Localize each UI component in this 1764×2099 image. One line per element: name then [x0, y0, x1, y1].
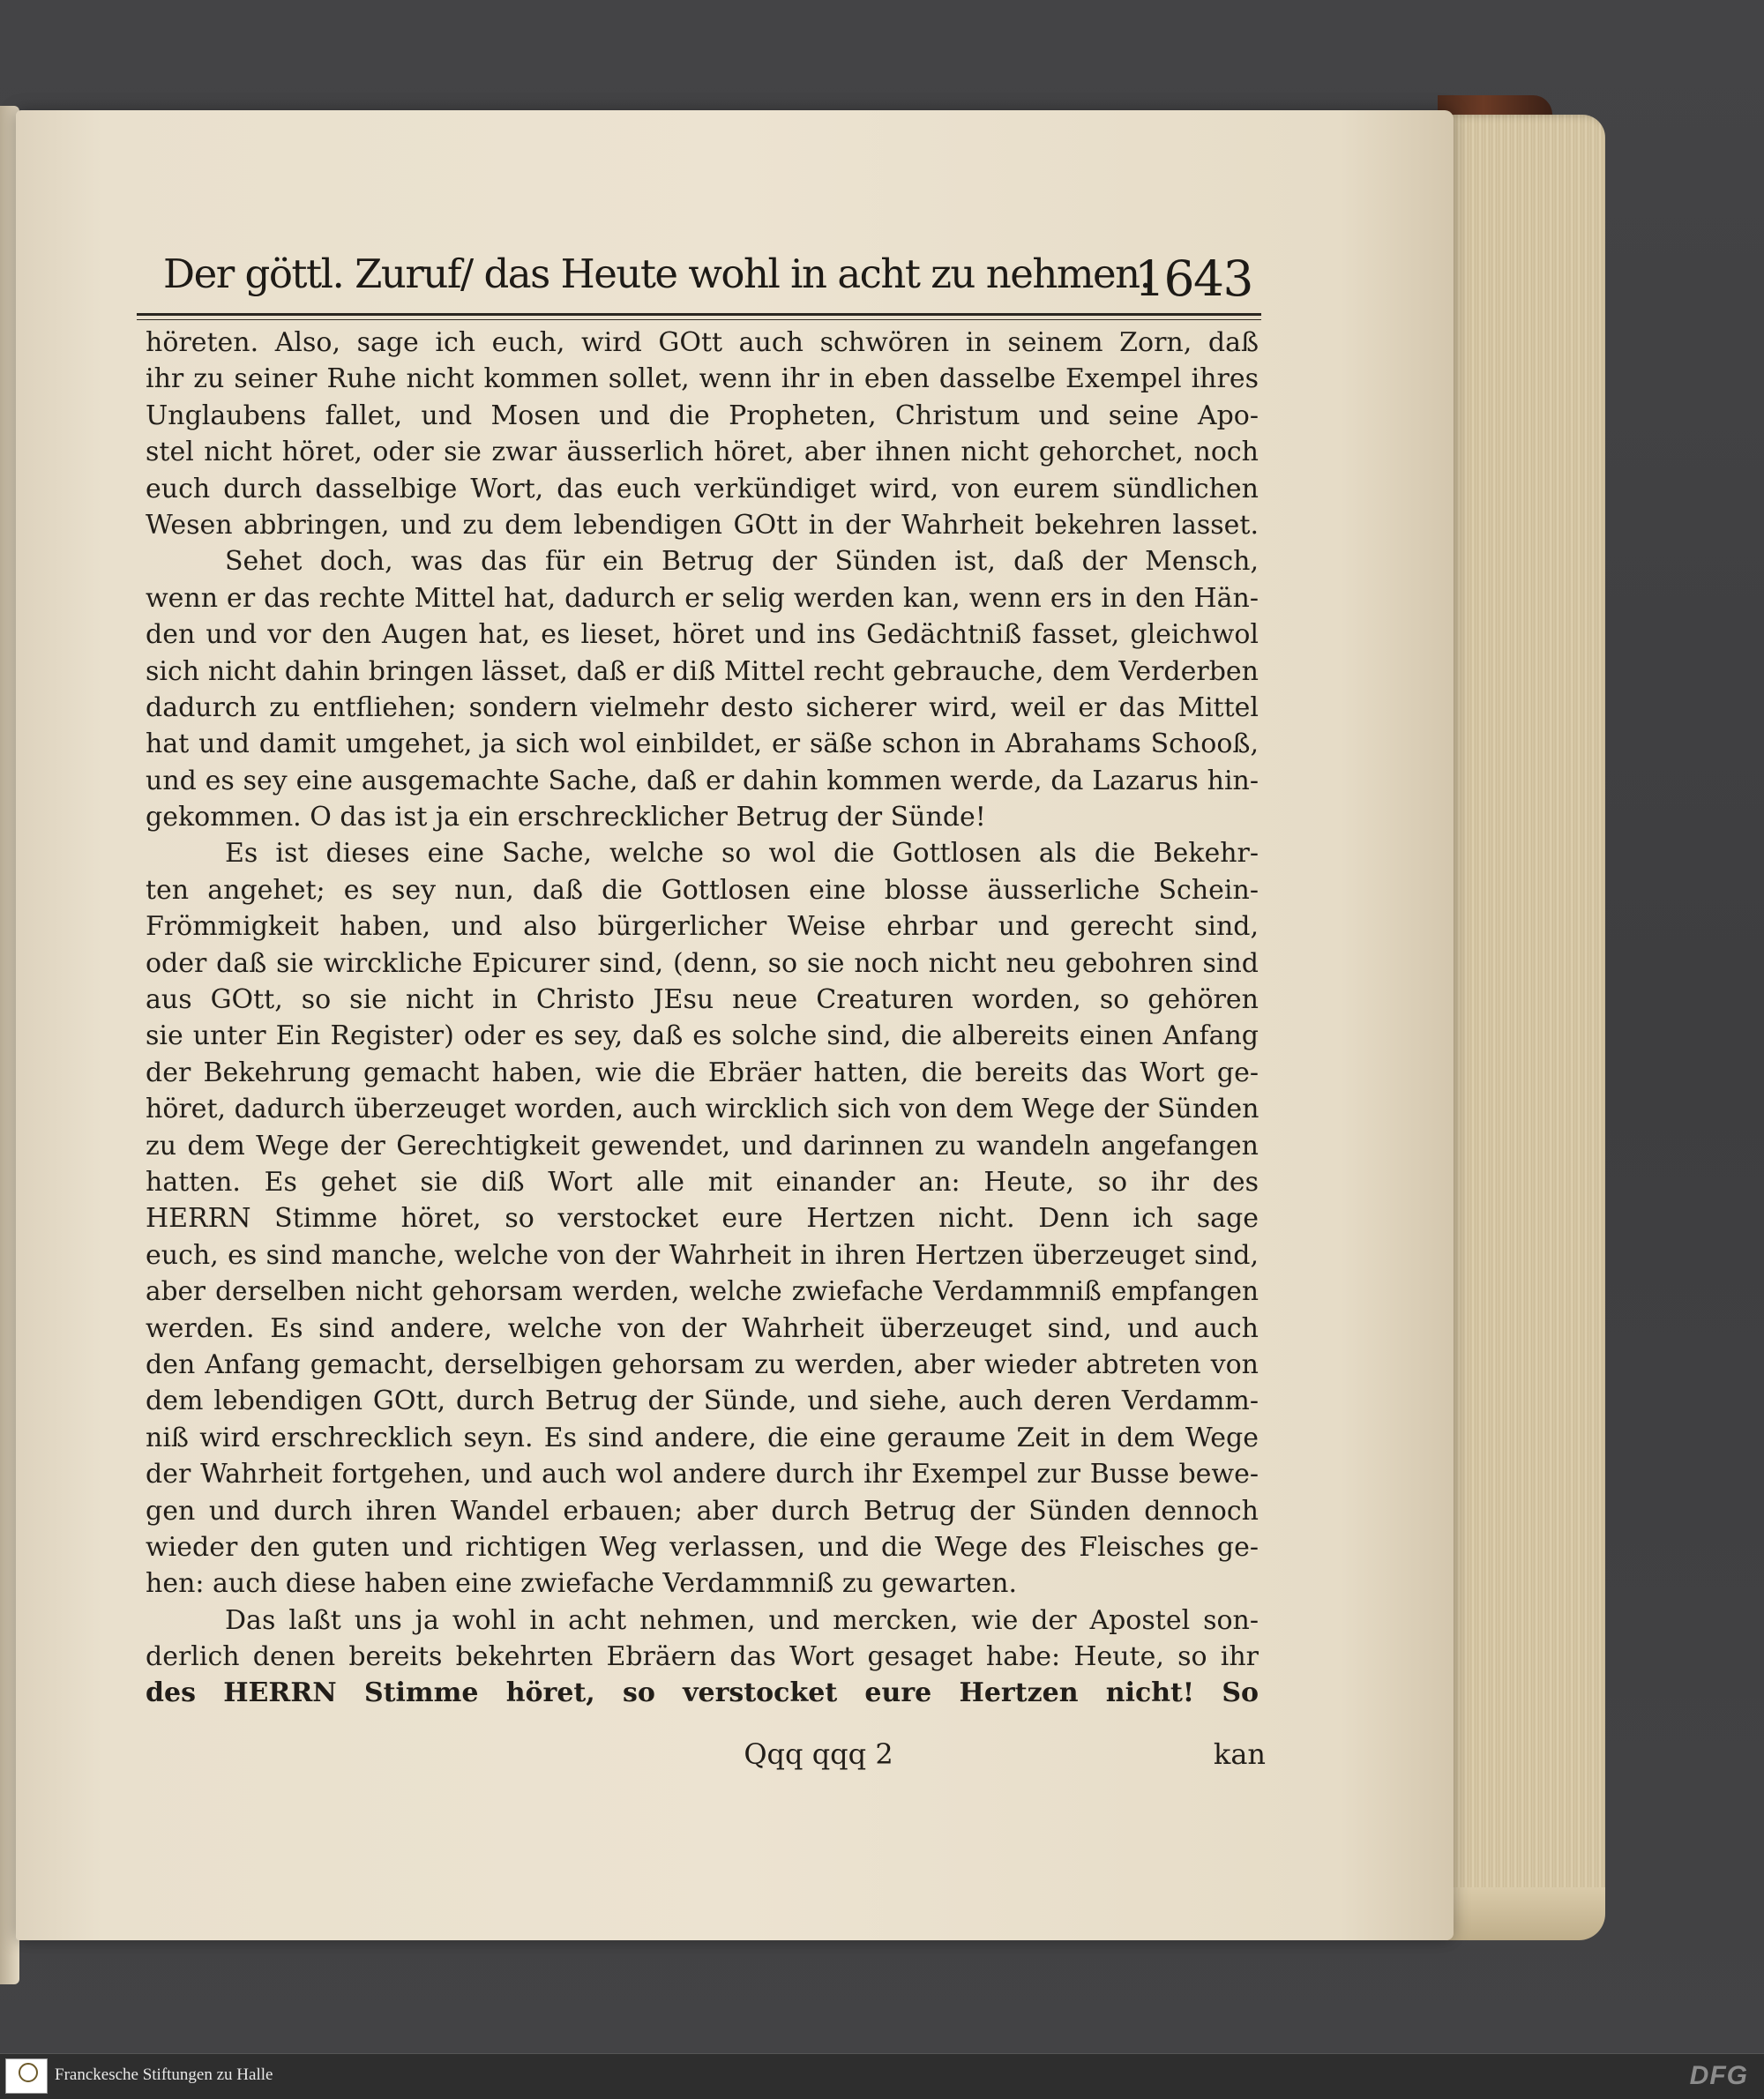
text-line: Das laßt uns ja wohl in acht nehmen, und mercken, wie der Apostel son- [225, 1604, 1259, 1636]
dfg-badge: DFG [1689, 2061, 1748, 2090]
text-line: oder daß sie wirckliche Epicurer sind, (denn, so sie noch nicht neu gebohren sind [146, 947, 1259, 979]
text-line: euch durch dasselbige Wort, das euch verkündiget wird, von eurem sündlichen [146, 473, 1259, 504]
book-fore-edge [1433, 115, 1605, 1931]
text-line: wieder den guten und richtigen Weg verlassen, und die Wege des Fleisches ge- [146, 1531, 1259, 1563]
text-line: euch, es sind manche, welche von der Wahrheit in ihren Hertzen überzeuget sind, [146, 1239, 1259, 1271]
institution-logo-icon [5, 2058, 48, 2094]
body-text [146, 325, 1259, 1712]
text-line: dadurch zu entfliehen; sondern vielmehr desto sicherer wird, weil er das Mittel [146, 691, 1259, 723]
text-line: werden. Es sind andere, welche von der Wahrheit überzeuget sind, und auch [146, 1312, 1259, 1344]
catchword: kan [1213, 1737, 1266, 1771]
text-line: sich nicht dahin bringen lässet, daß er diß Mittel recht gebrauche, dem Verderben [146, 655, 1259, 687]
page-number: 1643 [1134, 250, 1252, 307]
text-line: ihr zu seiner Ruhe nicht kommen sollet, wenn ihr in eben dasselbe Exempel ihres [146, 363, 1259, 395]
text-line: des HERRN Stimme höret, so verstocket eure Hertzen nicht! So [146, 1677, 1259, 1709]
institution-name: Franckesche Stiftungen zu Halle [55, 2065, 273, 2084]
text-line: dem lebendigen GOtt, durch Betrug der Sünde, und siehe, auch deren Verdamm- [146, 1386, 1259, 1417]
text-line: den und vor den Augen hat, es lieset, höret und ins Gedächtniß fasset, gleichwol [146, 619, 1259, 651]
text-line: höreten. Also, sage ich euch, wird GOtt auch schwören in seinem Zorn, daß [146, 327, 1259, 358]
header-rule-thin [137, 319, 1261, 320]
text-line: derlich denen bereits bekehrten Ebräern das Wort gesaget habe: Heute, so ihr [146, 1641, 1259, 1673]
viewer-footer [0, 2053, 1764, 2099]
text-line: sie unter Ein Register) oder es sey, daß es solche sind, die albereits einen Anfang [146, 1020, 1259, 1052]
text-line: stel nicht höret, oder sie zwar äusserlich höret, aber ihnen nicht gehorchet, noch [146, 437, 1259, 468]
text-line: höret, dadurch überzeuget worden, auch wircklich sich von dem Wege der Sünden [146, 1094, 1259, 1125]
running-header [146, 247, 1252, 319]
text-line: zu dem Wege der Gerechtigkeit gewendet, und darinnen zu wandeln angefangen [146, 1130, 1259, 1162]
text-line: den Anfang gemacht, derselbigen gehorsam zu werden, aber wieder abtreten von [146, 1348, 1259, 1380]
text-line: gen und durch ihren Wandel erbauen; aber durch Betrug der Sünden dennoch [146, 1495, 1259, 1527]
text-line: Sehet doch, was das für ein Betrug der Sünden ist, daß der Mensch, [225, 546, 1259, 578]
running-head-title: Der göttl. Zuruf/ das Heute wohl in acht zu nehmen. [163, 250, 1151, 297]
text-line: aber derselben nicht gehorsam werden, welche zwiefache Verdammniß empfangen [146, 1276, 1259, 1307]
text-line: Es ist dieses eine Sache, welche so wol die Gottlosen als die Bekehr- [225, 838, 1259, 870]
text-line: hen: auch diese haben eine zwiefache Verdammniß zu gewarten. [146, 1568, 1018, 1600]
text-line: wenn er das rechte Mittel hat, dadurch er selig werden kan, wenn ers in den Hän- [146, 582, 1259, 614]
signature-mark: Qqq qqq 2 [744, 1737, 893, 1771]
text-line: Unglaubens fallet, und Mosen und die Propheten, Christum und seine Apo- [146, 400, 1259, 431]
text-line: gekommen. O das ist ja ein erschrecklicher Betrug der Sünde! [146, 802, 986, 833]
text-line: aus GOtt, so sie nicht in Christo JEsu neue Creaturen worden, so gehören [146, 984, 1259, 1016]
text-line: und es sey eine ausgemachte Sache, daß er dahin kommen werde, da Lazarus hin- [146, 765, 1259, 796]
text-line: ten angehet; es sey nun, daß die Gottlosen eine blosse äusserliche Schein- [146, 874, 1259, 906]
text-line: HERRN Stimme höret, so verstocket eure Hertzen nicht. Denn ich sage [146, 1203, 1259, 1235]
text-line: der Bekehrung gemacht haben, wie die Ebräer hatten, die bereits das Wort ge- [146, 1057, 1259, 1088]
text-line: Wesen abbringen, und zu dem lebendigen GOtt in der Wahrheit bekehren lasset. [146, 509, 1259, 541]
header-rule [137, 313, 1261, 316]
text-line: der Wahrheit fortgehen, und auch wol andere durch ihr Exempel zur Busse bewe- [146, 1459, 1259, 1490]
text-line: hatten. Es gehet sie diß Wort alle mit einander an: Heute, so ihr des [146, 1166, 1259, 1198]
text-line: niß wird erschrecklich seyn. Es sind andere, die eine geraume Zeit in dem Wege [146, 1422, 1259, 1453]
text-line: Frömmigkeit haben, und also bürgerlicher Weise ehrbar und gerecht sind, [146, 911, 1259, 943]
text-line: hat und damit umgehet, ja sich wol einbildet, er säße schon in Abrahams Schooß, [146, 728, 1259, 760]
